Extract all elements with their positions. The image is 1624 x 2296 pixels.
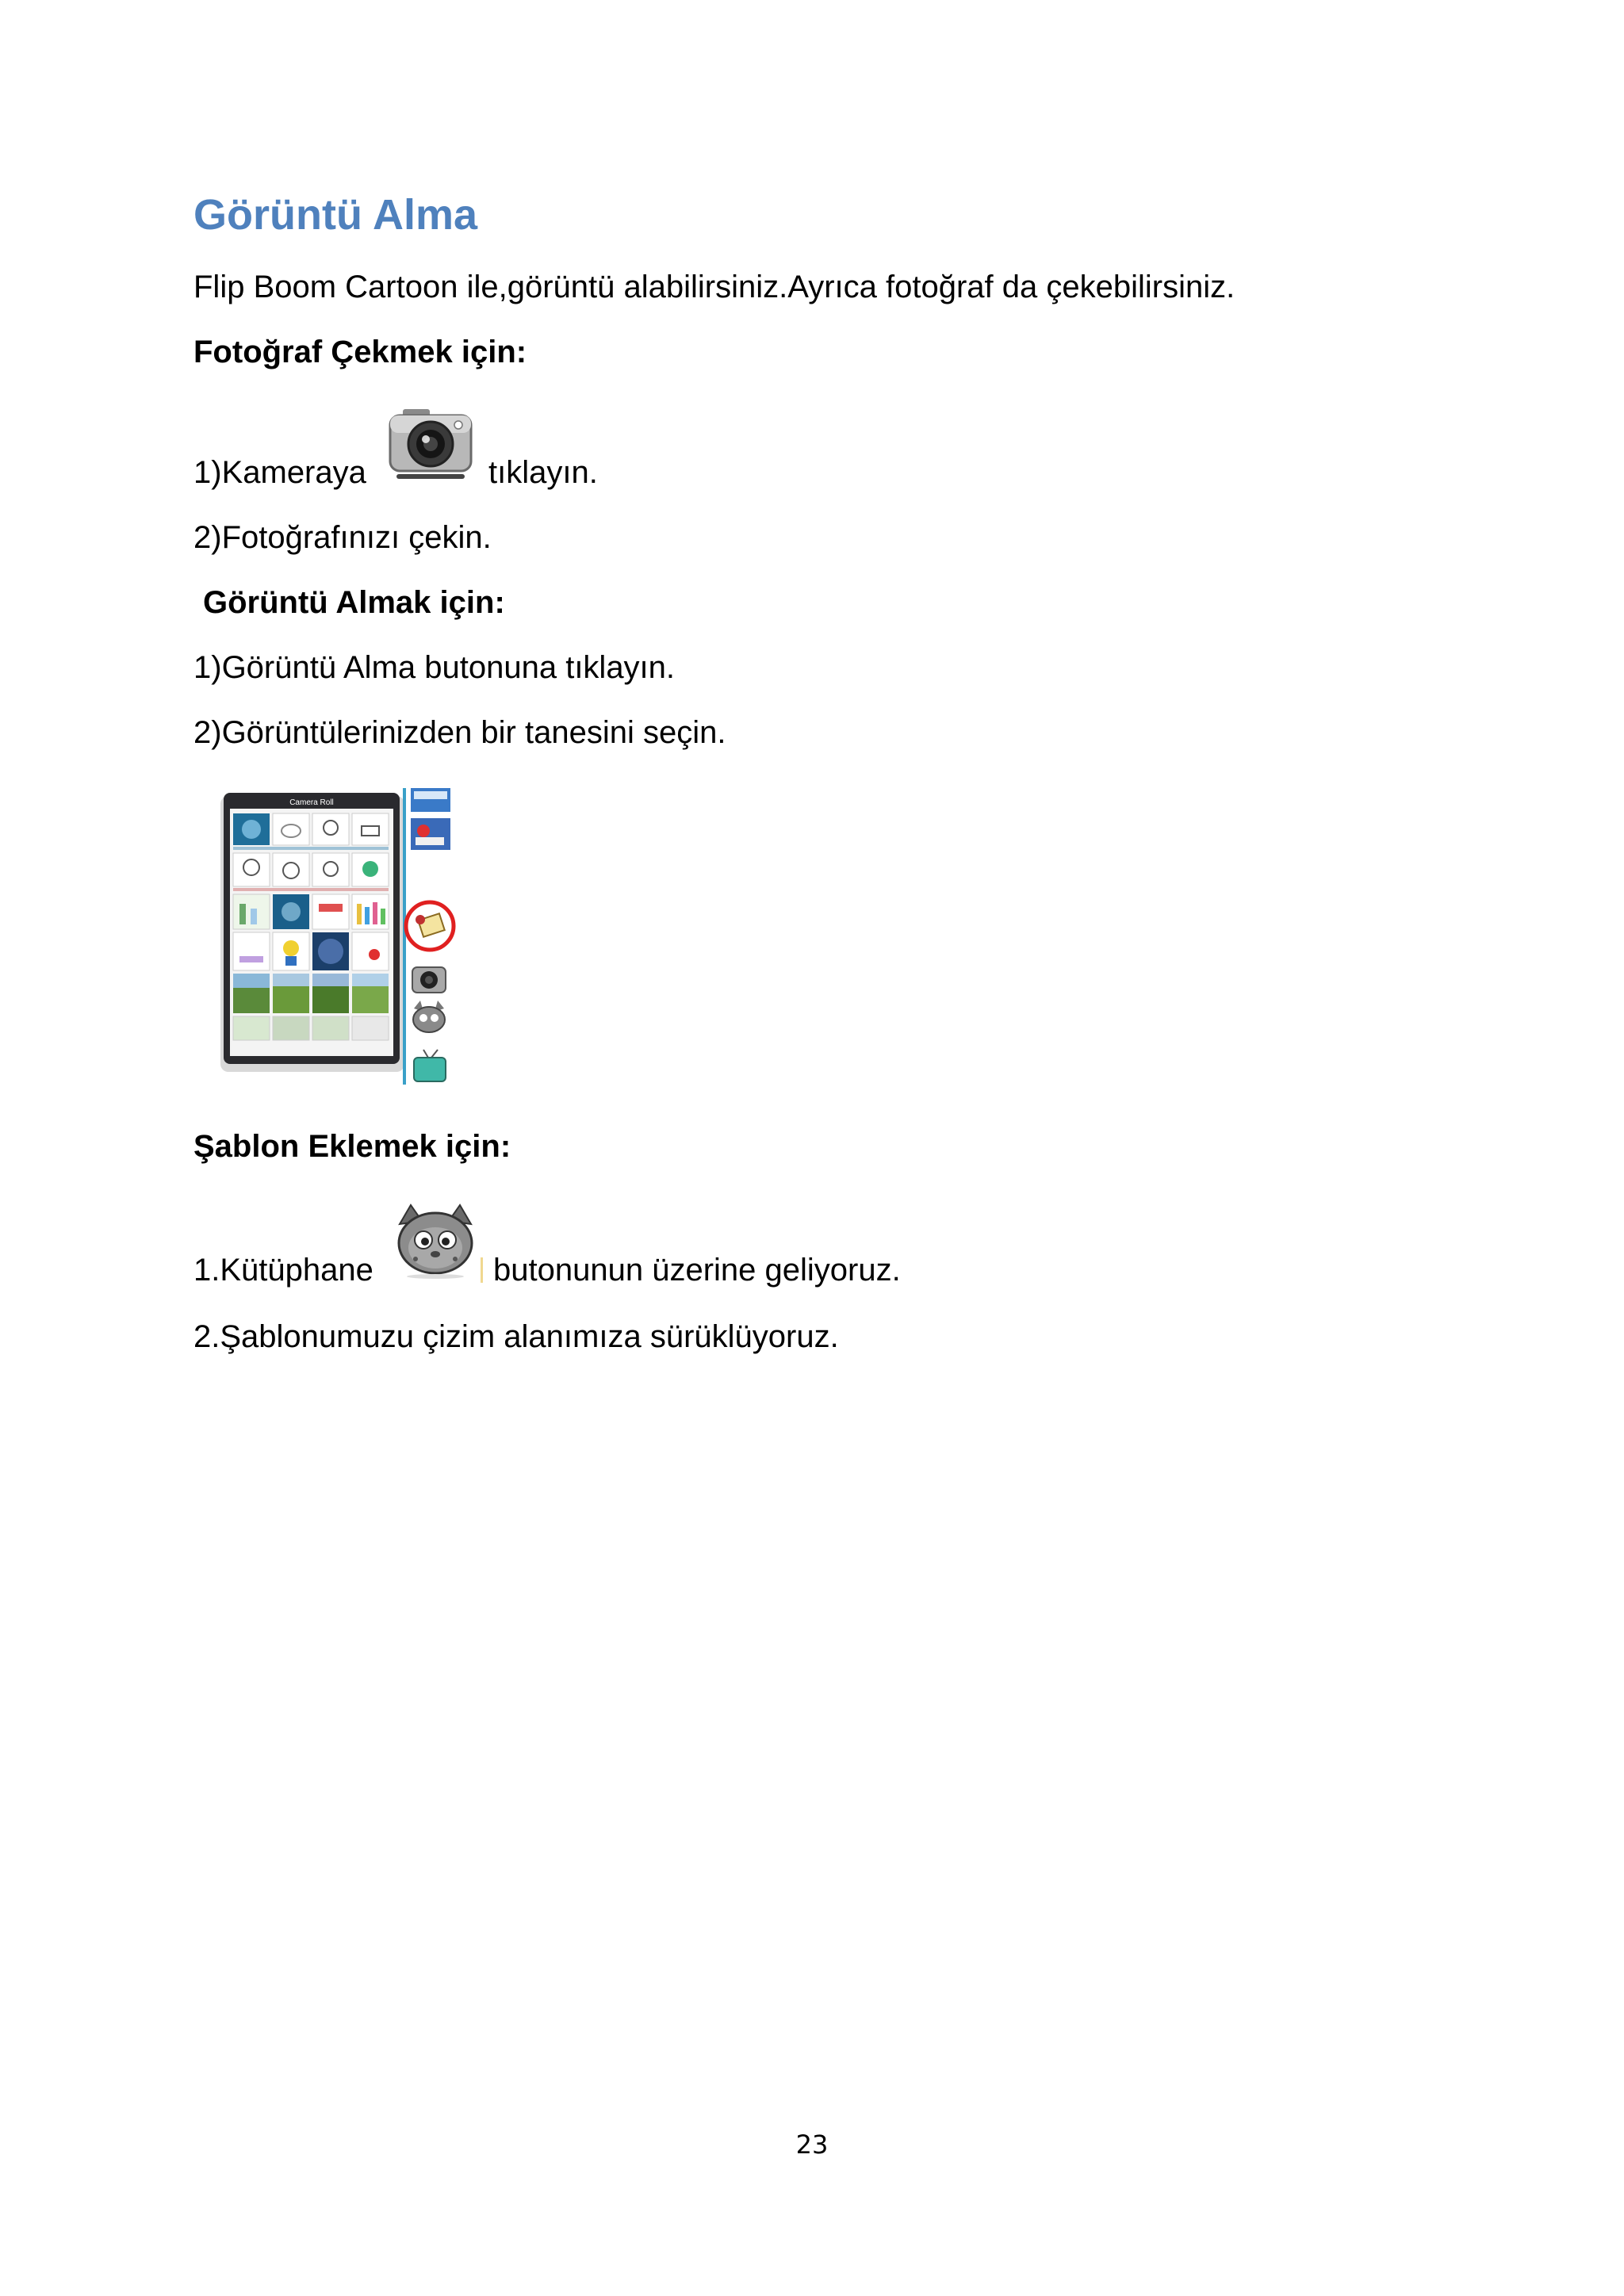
image-step-1: 1)Görüntü Alma butonuna tıklayın.: [193, 650, 676, 685]
tv-button[interactable]: [414, 1050, 446, 1081]
image-step-2: 2)Görüntülerinizden bir tanesini seçin.: [193, 715, 726, 750]
thumbnail[interactable]: [312, 853, 349, 886]
page-number: 23: [795, 2130, 829, 2160]
thumbnail[interactable]: [312, 813, 349, 845]
panel-title: Camera Roll: [289, 798, 334, 807]
thumbnail[interactable]: [233, 1016, 270, 1040]
photo-step-1-after: tıklayın.: [488, 455, 598, 490]
toolbar-divider: [403, 788, 406, 1085]
thumbnail[interactable]: [233, 932, 270, 970]
camera-button[interactable]: [412, 967, 446, 993]
photo-section-title: Fotoğraf Çekmek için:: [193, 335, 527, 369]
intro-paragraph: Flip Boom Cartoon ile,görüntü alabilirsiniz.Ayrıca fotoğraf da çekebilirsiniz.: [193, 270, 1235, 304]
thumbnail[interactable]: [233, 853, 270, 886]
cat-face-icon: [392, 1200, 479, 1280]
camera-roll-screenshot: [216, 785, 493, 1086]
photo-step-2: 2)Fotoğrafınızı çekin.: [193, 520, 492, 555]
thumbnail[interactable]: [352, 813, 389, 845]
thumbnail[interactable]: [273, 853, 309, 886]
camera-icon: [387, 406, 474, 482]
library-button[interactable]: [413, 1001, 445, 1032]
image-section-title: Görüntü Almak için:: [203, 585, 505, 620]
thumbnail[interactable]: [312, 1016, 349, 1040]
template-step-1-before: 1.Kütüphane: [193, 1253, 373, 1288]
template-step-1-after: butonunun üzerine geliyoruz.: [493, 1253, 901, 1288]
text-cursor-mark: [481, 1257, 483, 1283]
thumbnail[interactable]: [352, 1016, 389, 1040]
thumbnail[interactable]: [273, 1016, 309, 1040]
thumbnail[interactable]: [273, 813, 309, 845]
photo-step-1-before: 1)Kameraya: [193, 455, 366, 490]
template-section-title: Şablon Eklemek için:: [193, 1129, 511, 1164]
template-step-2: 2.Şablonumuzu çizim alanımıza sürüklüyoruz.: [193, 1319, 839, 1354]
page-title: Görüntü Alma: [193, 191, 477, 239]
